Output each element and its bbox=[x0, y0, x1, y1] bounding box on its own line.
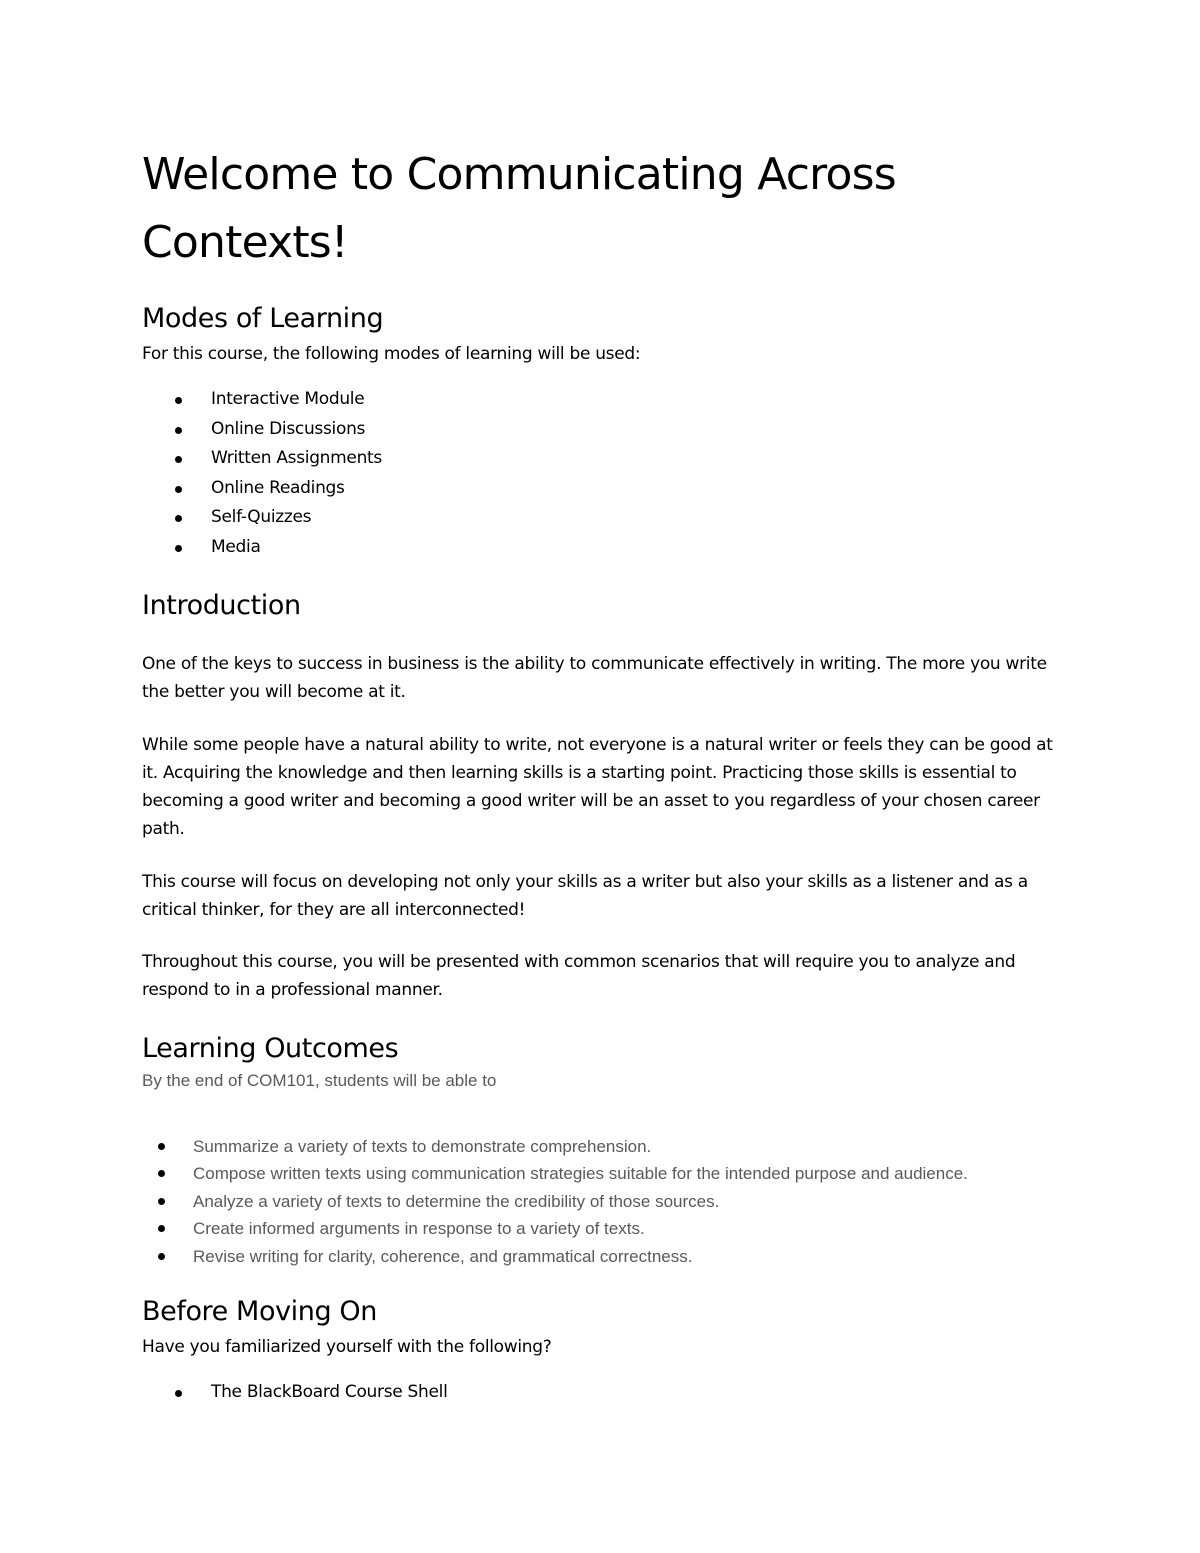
bullet-icon bbox=[175, 486, 182, 493]
list-item bbox=[142, 1188, 968, 1215]
list-item bbox=[142, 474, 382, 504]
list-item-text: Create informed arguments in response to a variety of texts. bbox=[193, 1219, 645, 1239]
intro-paragraph-2: While some people have a natural ability to write, not everyone is a natural writer or feels they can be good at it. Acquiring the knowledge and then learning skills is a starting point. Practicing those skills is essential to becoming a good writer and becoming a good writer will be an asset to you regardless of your chosen career path. bbox=[142, 735, 1053, 839]
bullet-icon bbox=[175, 545, 182, 552]
list-item-text: Compose written texts using communication strategies suitable for the intended purpose and audience. bbox=[193, 1164, 968, 1184]
bullet-icon bbox=[158, 1198, 165, 1205]
intro-paragraph-1: One of the keys to success in business is the ability to communicate effectively in writing. The more you write the better you will become at it. bbox=[142, 654, 1047, 702]
list-item bbox=[142, 1215, 968, 1242]
list-item-text: Revise writing for clarity, coherence, and grammatical correctness. bbox=[193, 1246, 693, 1266]
modes-heading: Modes of Learning bbox=[142, 303, 384, 334]
modes-list bbox=[142, 385, 382, 562]
bullet-icon bbox=[158, 1170, 165, 1177]
list-item-text: Summarize a variety of texts to demonstrate comprehension. bbox=[193, 1137, 652, 1156]
bullet-icon bbox=[175, 397, 182, 404]
bullet-icon bbox=[175, 427, 182, 434]
list-item-text: Analyze a variety of texts to determine the credibility of those sources. bbox=[193, 1191, 720, 1211]
document-title: Welcome to Communicating Across Contexts! bbox=[142, 149, 896, 268]
list-item bbox=[142, 533, 382, 563]
list-item-text: Self-Quizzes bbox=[211, 507, 312, 527]
list-item bbox=[142, 444, 382, 474]
outcomes-heading: Learning Outcomes bbox=[142, 1033, 399, 1064]
bullet-icon bbox=[175, 1390, 182, 1397]
bullet-icon bbox=[175, 456, 182, 463]
list-item bbox=[142, 385, 382, 415]
list-item bbox=[142, 1133, 968, 1160]
list-item-text: Online Discussions bbox=[211, 418, 366, 439]
before-heading: Before Moving On bbox=[142, 1296, 377, 1327]
before-intro: Have you familiarized yourself with the following? bbox=[142, 1337, 552, 1357]
bullet-icon bbox=[158, 1253, 165, 1260]
list-item-text: Media bbox=[211, 536, 261, 557]
list-item bbox=[142, 1378, 448, 1408]
bullet-icon bbox=[158, 1143, 165, 1150]
intro-paragraph-4: Throughout this course, you will be presented with common scenarios that will require you to analyze and respond to in a professional manner. bbox=[142, 952, 1016, 1000]
list-item-text: Interactive Module bbox=[211, 389, 365, 409]
list-item bbox=[142, 1243, 968, 1270]
list-item-text: The BlackBoard Course Shell bbox=[211, 1382, 448, 1402]
list-item bbox=[142, 503, 382, 533]
bullet-icon bbox=[175, 515, 182, 522]
before-list bbox=[142, 1378, 448, 1408]
list-item bbox=[142, 415, 382, 445]
list-item bbox=[142, 1160, 968, 1187]
intro-paragraph-3: This course will focus on developing not only your skills as a writer but also your skills as a listener and as a critical thinker, for they are all interconnected! bbox=[142, 872, 1028, 920]
introduction-heading: Introduction bbox=[142, 590, 301, 621]
list-item-text: Written Assignments bbox=[211, 448, 382, 468]
outcomes-list bbox=[142, 1133, 968, 1270]
modes-intro: For this course, the following modes of learning will be used: bbox=[142, 344, 641, 364]
list-item-text: Online Readings bbox=[211, 477, 345, 498]
bullet-icon bbox=[158, 1225, 165, 1232]
outcomes-intro: By the end of COM101, students will be able to bbox=[142, 1071, 497, 1090]
